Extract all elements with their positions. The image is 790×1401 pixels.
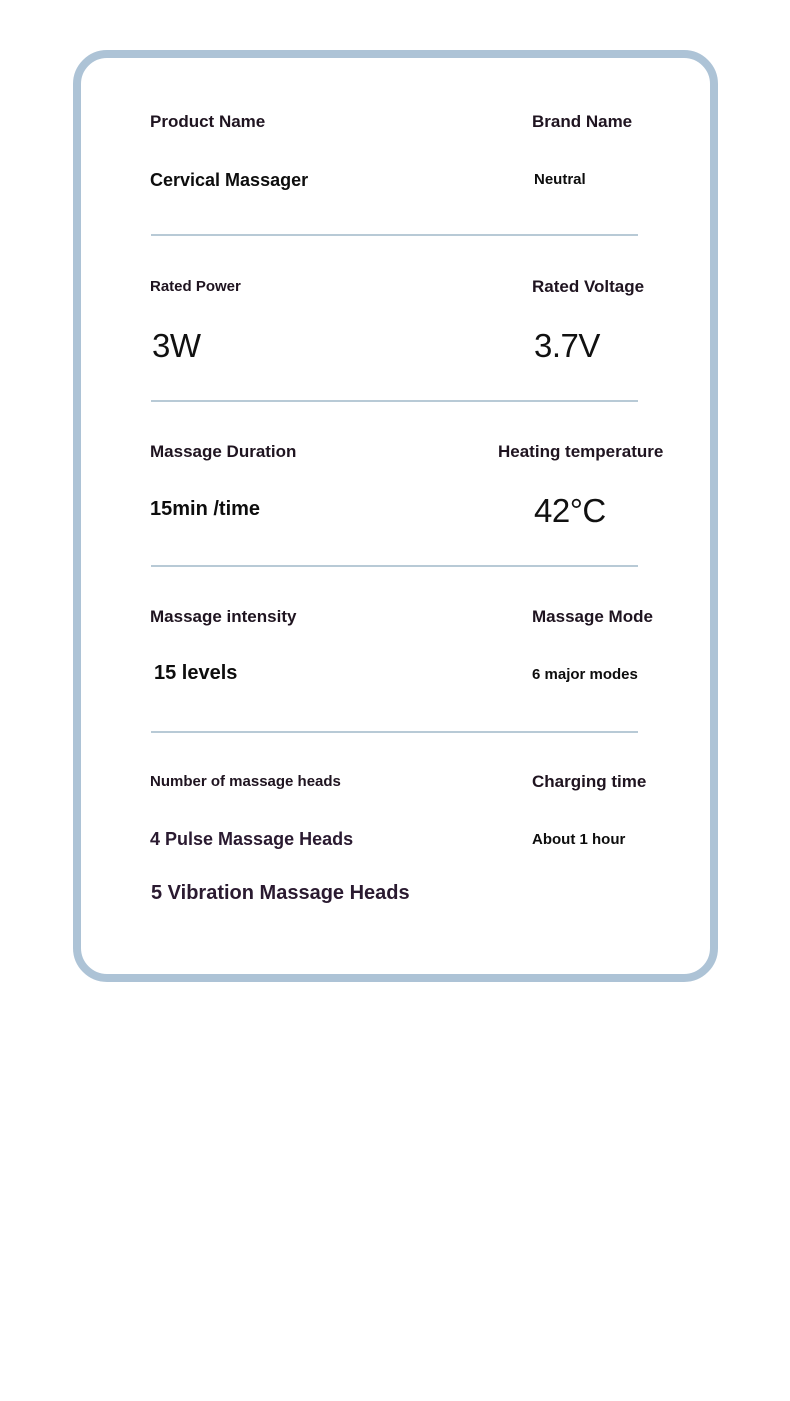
- massage-intensity-value: 15 levels: [154, 662, 238, 684]
- massage-duration-value: 15min /time: [150, 498, 261, 520]
- brand-name-label: Brand Name: [532, 112, 633, 131]
- charging-time-value: About 1 hour: [532, 831, 626, 848]
- rated-voltage-value: 3.7V: [534, 327, 600, 364]
- divider: [151, 400, 638, 402]
- rated-power-value: 3W: [152, 327, 201, 364]
- product-name-label: Product Name: [150, 112, 266, 131]
- divider: [151, 731, 638, 733]
- massage-mode-value: 6 major modes: [532, 666, 638, 683]
- rated-power-label: Rated Power: [150, 278, 241, 295]
- divider: [151, 234, 638, 236]
- divider: [151, 565, 638, 567]
- massage-mode-label: Massage Mode: [532, 607, 653, 626]
- massage-intensity-label: Massage intensity: [150, 607, 297, 626]
- heating-temperature-value: 42°C: [534, 492, 606, 529]
- brand-name-value: Neutral: [534, 171, 586, 188]
- heating-temperature-label: Heating temperature: [498, 442, 664, 461]
- product-name-value: Cervical Massager: [150, 170, 309, 190]
- massage-duration-label: Massage Duration: [150, 442, 297, 461]
- massage-heads-label: Number of massage heads: [150, 773, 341, 790]
- pulse-heads-value: 4 Pulse Massage Heads: [150, 829, 354, 849]
- charging-time-label: Charging time: [532, 772, 647, 791]
- vibration-heads-value: 5 Vibration Massage Heads: [151, 882, 410, 904]
- rated-voltage-label: Rated Voltage: [532, 277, 645, 296]
